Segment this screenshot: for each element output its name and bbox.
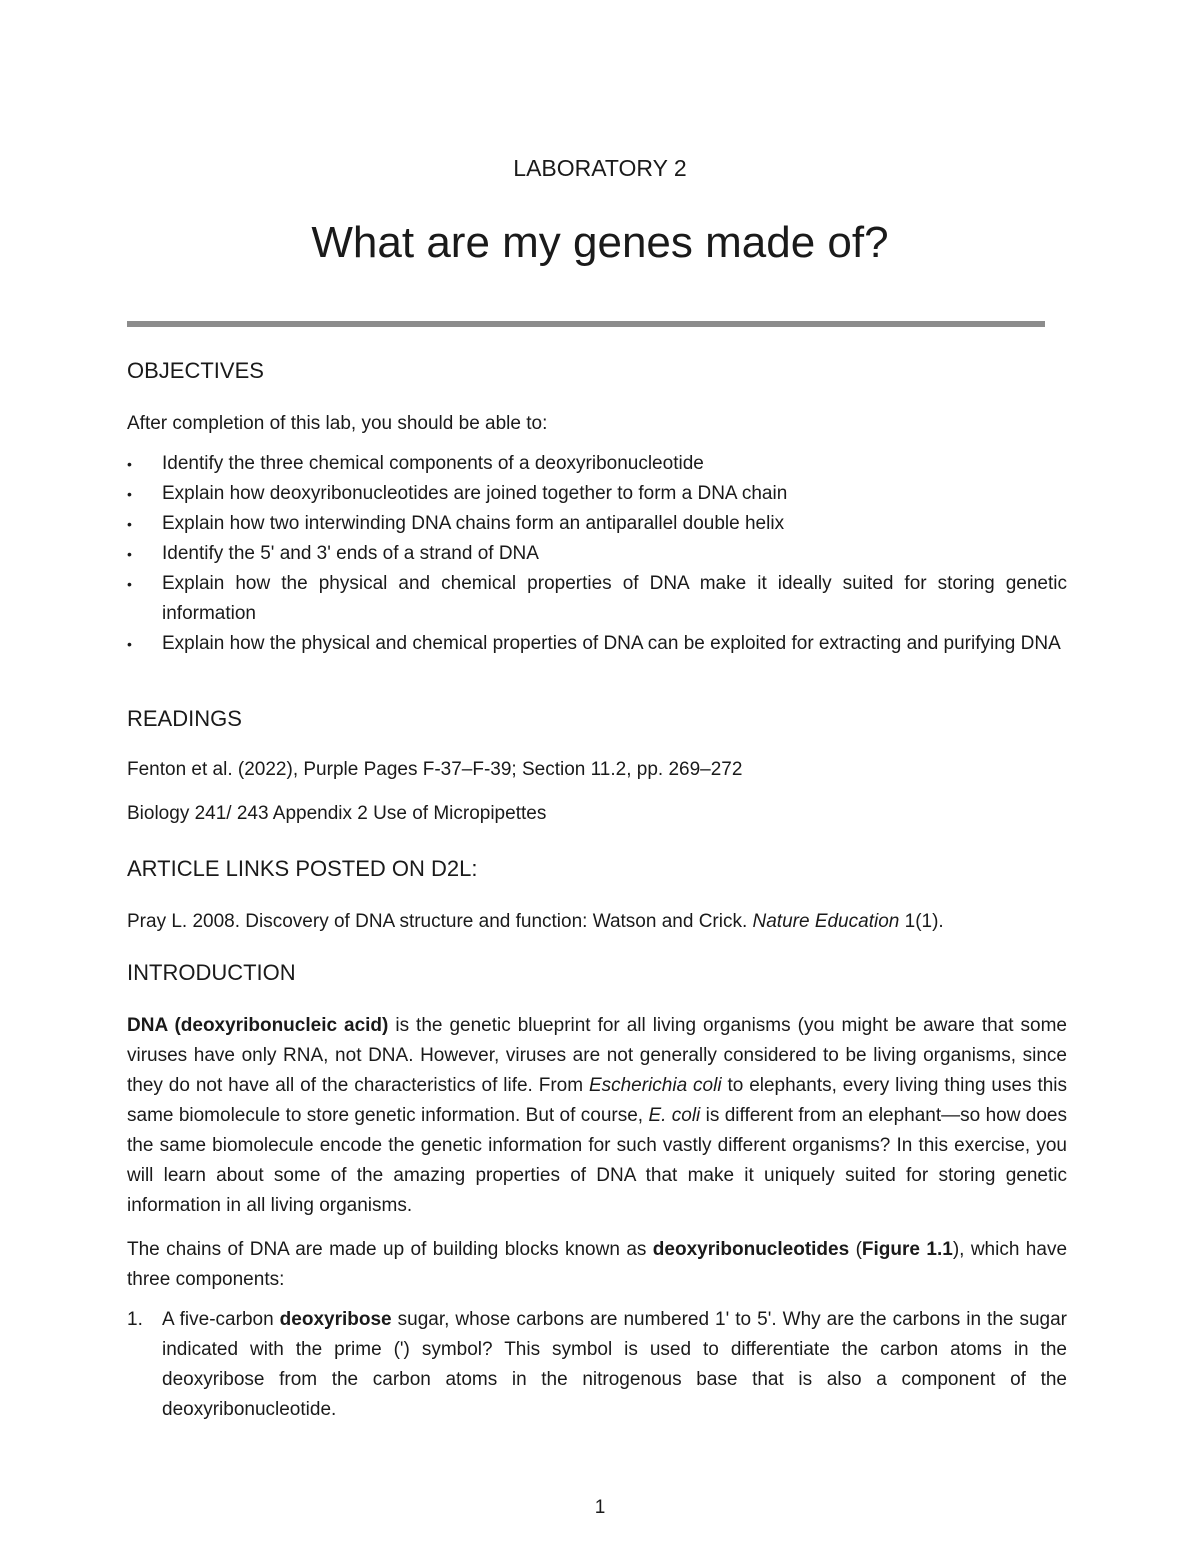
list-item: • Explain how the physical and chemical properties of DNA can be exploited for extracting and purifying DNA — [127, 629, 1067, 659]
bullet-icon: • — [127, 636, 132, 652]
term-dna: DNA (deoxyribonucleic acid) — [127, 1015, 389, 1036]
introduction-section — [127, 957, 1067, 1425]
articles-section — [127, 853, 1067, 937]
page-title: What are my genes made of? — [311, 218, 889, 267]
term-deoxyribonucleotides: deoxyribonucleotides — [652, 1239, 850, 1260]
bullet-icon: • — [127, 516, 132, 532]
bullet-icon: • — [127, 456, 132, 472]
bullet-icon: • — [127, 576, 132, 592]
list-item: • Explain how the physical and chemical properties of DNA make it ideally suited for storing genetic information — [127, 569, 1067, 629]
objectives-list — [127, 449, 1067, 659]
list-item: • Identify the three chemical components of a deoxyribonucleotide — [127, 449, 1067, 479]
articles-heading: ARTICLE LINKS POSTED ON D2L: — [127, 856, 478, 881]
list-item: • Explain how two interwinding DNA chains form an antiparallel double helix — [127, 509, 1067, 539]
intro-paragraph-1: DNA (deoxyribonucleic acid) is the genetic blueprint for all living organisms (you might be aware that some viruses have only RNA, not DNA. However, viruses are not generally considered to be living organisms, since they do not have all of the characteristics of life. From Escherichia coli to elephants, every living thing uses this same biomolecule to store genetic information. But of course, E. coli is different from an elephant—so how does the same biomolecule encode the genetic information for such vastly different organisms? In this exercise, you will learn about some of the amazing properties of DNA that make it uniquely suited for storing genetic information in all living organisms. — [127, 1015, 1068, 1216]
objectives-intro: After completion of this lab, you should be able to: — [127, 413, 548, 434]
introduction-heading: INTRODUCTION — [127, 960, 296, 985]
lab-label: LABORATORY 2 — [513, 155, 687, 181]
list-number: 1. — [127, 1309, 143, 1330]
readings-section — [127, 703, 1067, 829]
bullet-icon: • — [127, 486, 132, 502]
journal-name: Nature Education — [752, 911, 900, 932]
list-item: • Explain how deoxyribonucleotides are joined together to form a DNA chain — [127, 479, 1067, 509]
figure-reference: Figure 1.1 — [861, 1239, 953, 1260]
list-item: • Identify the 5' and 3' ends of a strand of DNA — [127, 539, 1067, 569]
objectives-heading: OBJECTIVES — [127, 358, 264, 383]
document-body — [127, 355, 1067, 1425]
intro-paragraph-2: The chains of DNA are made up of building blocks known as deoxyribonucleotides (Figure 1.1), which have three components: — [127, 1239, 1068, 1290]
page-number: 1 — [594, 1497, 606, 1518]
readings-heading: READINGS — [127, 706, 242, 731]
title-divider — [127, 321, 1045, 327]
reading-item: Fenton et al. (2022), Purple Pages F-37–F-39; Section 11.2, pp. 269–272 — [127, 759, 743, 780]
reading-item: Biology 241/ 243 Appendix 2 Use of Micropipettes — [127, 803, 547, 824]
objectives-section — [127, 355, 1067, 659]
components-list — [127, 1305, 1067, 1425]
term-deoxyribose: deoxyribose — [279, 1309, 392, 1330]
bullet-icon: • — [127, 546, 132, 562]
article-citation: Pray L. 2008. Discovery of DNA structure and function: Watson and Crick. Nature Education 1(1). — [127, 911, 944, 932]
list-item: 1. A five-carbon deoxyribose sugar, whose carbons are numbered 1' to 5'. Why are the carbons in the sugar indicated with the prime (') symbol? This symbol is used to differentiate the carbon atoms in the deoxyribose from the carbon atoms in the nitrogenous base that is also a component of the deoxyribonucleotide. — [127, 1305, 1067, 1425]
